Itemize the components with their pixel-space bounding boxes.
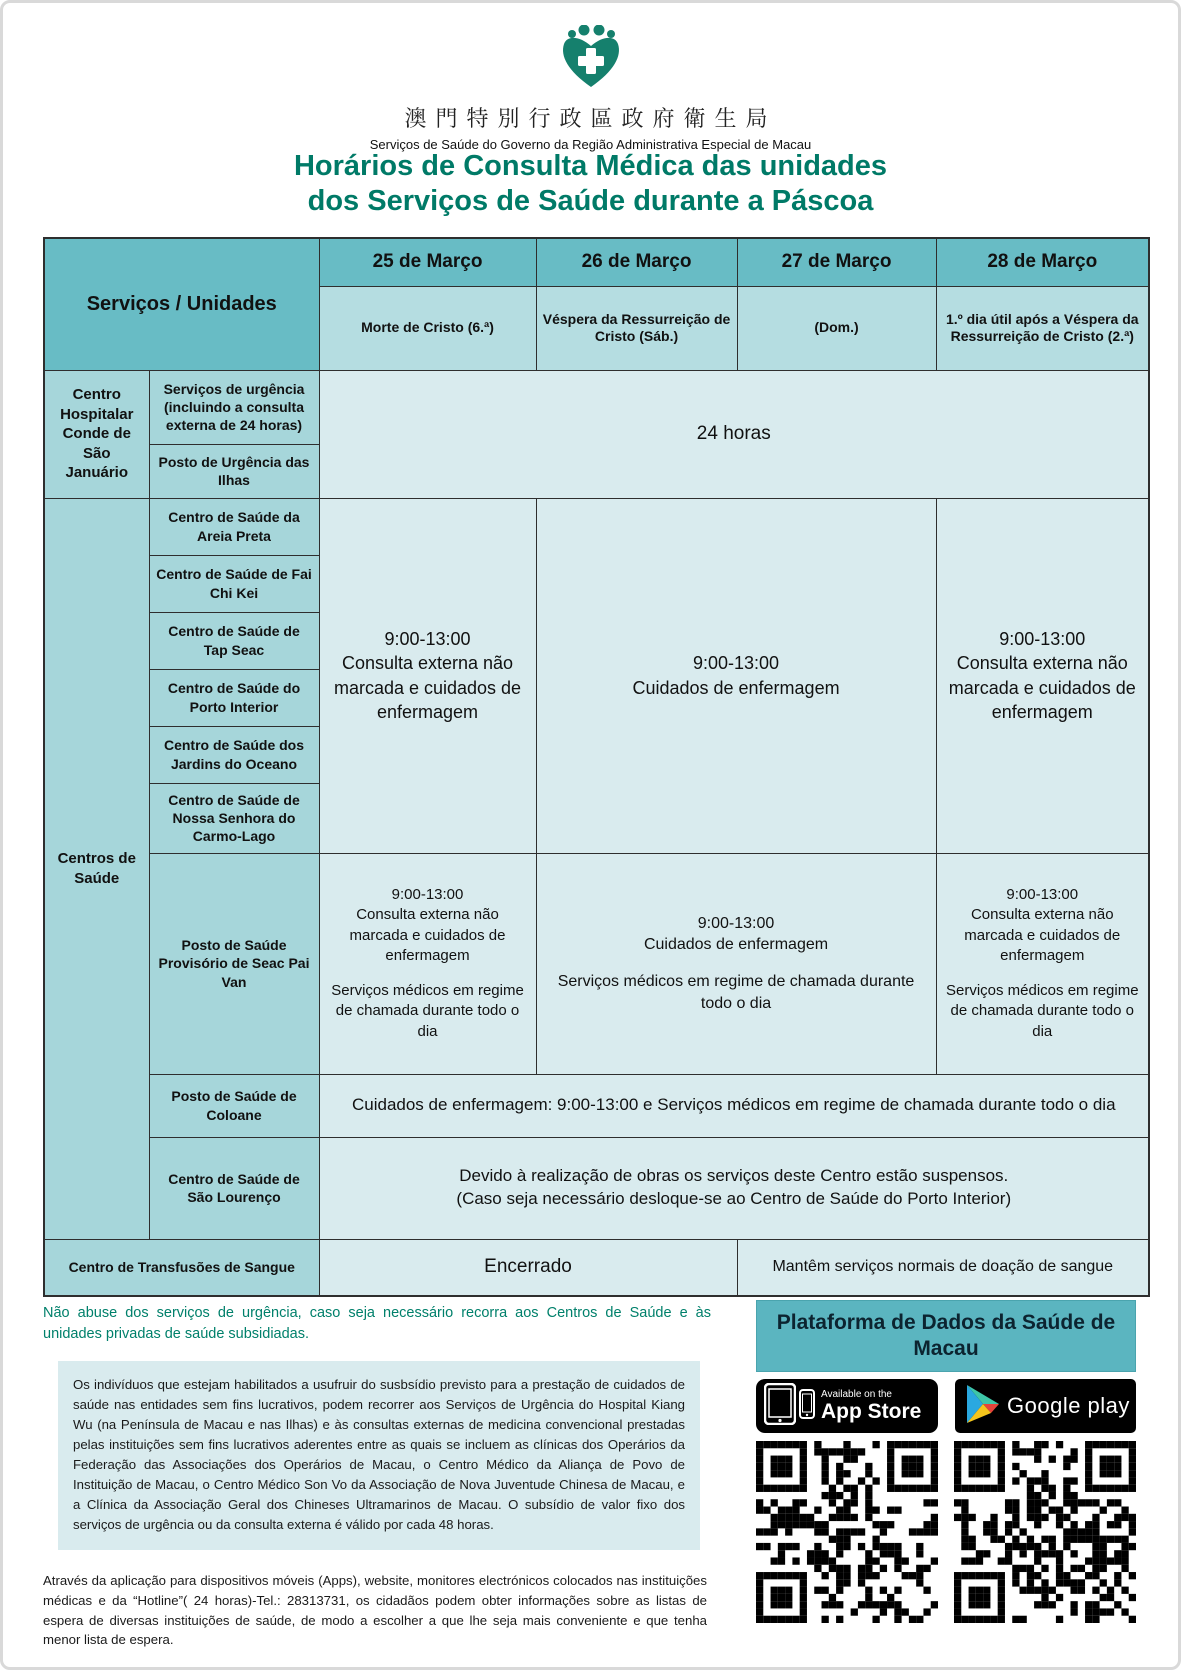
- google-play-qr-code: [954, 1441, 1136, 1623]
- subsidy-info-box: Os indivíduos que estejam habilitados a usufruir do susbsídio previsto para a prestação de cuidados de saúde nas entidades sem fins lucrativos, podem recorrer aos Serviços de Urgência do Hospital Kiang Wu (na Península de Macau e nas Ilhas) e às consultas externas de medicina convencional prestadas pelas instituições sem fins lucrativos aderentes entre as quais se incluem as clínicas dos Operários da Federação das Associações dos Operários de Macau, o Centro Médico da Aliança de Povo de Instituição de Macau, o Centro Médico Son Vo da Associação de Nova Juventude Chinesa de Macau, e a Clínica da Associação Geral dos Chineses Ultramarinos de Macau. O subsídio de valor fixo dos serviços de urgência ou da consulta externa é válido por cada 48 horas.: [58, 1361, 700, 1550]
- schedule-table: [43, 237, 1150, 1297]
- header-logo-block: [3, 25, 1178, 152]
- warning-note: Não abuse dos serviços de urgência, caso seja necessário recorra aos Centros de Saúde e às unidades privadas de saúde subsidiadas.: [43, 1305, 711, 1343]
- date-header-25: 25 de Março: [319, 238, 536, 286]
- google-play-badge: [955, 1379, 1136, 1433]
- phone-icon: [799, 1389, 815, 1424]
- row-label-blood-centre: Centro de Transfusões de Sangue: [44, 1239, 319, 1296]
- cell-blood-normal: Mantêm serviços normais de doação de sangue: [737, 1239, 1149, 1296]
- cell-time: 9:00-13:00: [1006, 886, 1079, 904]
- cell-block-col25: [319, 498, 536, 853]
- cell-text-line1: Devido à realização de obras os serviços deste Centro estão suspensos.: [459, 1166, 1009, 1186]
- page-title-line2: dos Serviços de Saúde durante a Páscoa: [307, 185, 874, 218]
- cell-text-line2: (Caso seja necessário desloque-se ao Centro de Saúde do Porto Interior): [456, 1189, 1012, 1208]
- cell-text: Cuidados de enfermagem: [643, 936, 829, 954]
- cell-extra-text: Serviços médicos em regime de chamada durante todo o dia: [557, 973, 915, 1012]
- date-subheader-26: Véspera da Ressurreição de Cristo (Sáb.): [536, 286, 737, 370]
- apps-hotline-note: Através da aplicação para dispositivos móveis (Apps), website, monitores electrónicos colocados nas instituições médicas e da “Hotline”( 24 horas)-Tel.: 28313731, os cidadãos podem obter informações sobre as listas de espera de diversas instituições de saúde, de modo a escolher a que lhe seja mais conveniente e que tenha menor lista de espera.: [43, 1573, 707, 1648]
- logo-portuguese-name: Serviços de Saúde do Governo da Região Administrativa Especial de Macau: [369, 137, 812, 152]
- cell-24-horas: 24 horas: [319, 370, 1149, 498]
- cell-seac-col25: [319, 853, 536, 1074]
- platform-title-box: [756, 1300, 1136, 1372]
- cell-text: Consulta externa não marcada e cuidados de enfermagem: [333, 653, 522, 722]
- cell-block-col28: [936, 498, 1149, 853]
- cell-blood-closed: Encerrado: [319, 1239, 737, 1296]
- health-bureau-logo-icon: [554, 78, 628, 95]
- logo-chinese-name: 澳門特別行政區政府衛生局: [404, 106, 777, 131]
- page-title: [3, 149, 1178, 220]
- table-row: [44, 853, 1149, 1074]
- cell-seac-col28: [936, 853, 1149, 1074]
- app-store-qr-code: [756, 1441, 938, 1623]
- cell-extra-text: Serviços médicos em regime de chamada durante todo o dia: [945, 982, 1139, 1040]
- cell-extra-text: Serviços médicos em regime de chamada durante todo o dia: [331, 982, 524, 1040]
- platform-title: Plataforma de Dados da Saúde de Macau: [776, 1310, 1116, 1360]
- date-header-26: 26 de Março: [536, 238, 737, 286]
- table-row: [44, 1137, 1149, 1239]
- row-label-centre-0: Centro de Saúde da Areia Preta: [149, 498, 319, 555]
- date-subheader-27: (Dom.): [737, 286, 936, 370]
- play-triangle-icon: [965, 1384, 1001, 1429]
- group-label-hospital: Centro Hospitalar Conde de São Januário: [44, 370, 149, 498]
- row-label-centre-5: Centro de Saúde de Nossa Senhora do Carmo-Lago: [149, 783, 319, 853]
- cell-text: Cuidados de enfermagem: [632, 677, 840, 698]
- table-row: [44, 498, 1149, 555]
- page-title-line1: Horários de Consulta Médica das unidades: [293, 150, 888, 182]
- google-play-badge-label: Google play: [1007, 1392, 1130, 1418]
- date-header-28: 28 de Março: [936, 238, 1149, 286]
- row-label-centre-4: Centro de Saúde dos Jardins do Oceano: [149, 726, 319, 783]
- row-label-seac-pai-van: Posto de Saúde Provisório de Seac Pai Van: [149, 853, 319, 1074]
- cell-block-col26-27: [536, 498, 936, 853]
- table-row: [44, 1074, 1149, 1137]
- row-label-sao-lourenco: Centro de Saúde de São Lourenço: [149, 1137, 319, 1239]
- app-store-badge-tagline: Available on the: [821, 1388, 892, 1400]
- table-row: [44, 370, 1149, 444]
- cell-coloane: Cuidados de enfermagem: 9:00-13:00 e Serviços médicos em regime de chamada durante todo o dia: [319, 1074, 1149, 1137]
- cell-text: Consulta externa não marcada e cuidados de enfermagem: [964, 906, 1121, 964]
- row-label-centre-1: Centro de Saúde de Fai Chi Kei: [149, 555, 319, 612]
- cell-text: Consulta externa não marcada e cuidados de enfermagem: [948, 653, 1136, 722]
- corner-header: Serviços / Unidades: [44, 238, 319, 370]
- app-store-badge-label: App Store: [821, 1399, 922, 1423]
- cell-time: 9:00-13:00: [697, 914, 775, 932]
- group-label-centros: Centros de Saúde: [44, 498, 149, 1239]
- row-label-centre-3: Centro de Saúde do Porto Interior: [149, 669, 319, 726]
- cell-time: 9:00-13:00: [384, 628, 471, 649]
- cell-seac-col26-27: [536, 853, 936, 1074]
- cell-time: 9:00-13:00: [999, 628, 1086, 649]
- date-subheader-25: Morte de Cristo (6.ª): [319, 286, 536, 370]
- row-label-posto-ilhas: Posto de Urgência das Ilhas: [149, 444, 319, 498]
- cell-time: 9:00-13:00: [692, 653, 780, 674]
- app-store-badge: [756, 1379, 938, 1433]
- tablet-icon: [764, 1383, 796, 1430]
- date-subheader-28: 1.º dia útil após a Véspera da Ressurreição de Cristo (2.ª): [936, 286, 1149, 370]
- table-row: [44, 238, 1149, 286]
- row-label-urgencia: Serviços de urgência (incluindo a consulta externa de 24 horas): [149, 370, 319, 444]
- cell-time: 9:00-13:00: [391, 886, 464, 904]
- date-header-27: 27 de Março: [737, 238, 936, 286]
- cell-sao-lourenco: [319, 1137, 1149, 1239]
- row-label-coloane: Posto de Saúde de Coloane: [149, 1074, 319, 1137]
- cell-text: Consulta externa não marcada e cuidados de enfermagem: [349, 906, 506, 964]
- table-row: [44, 1239, 1149, 1296]
- row-label-centre-2: Centro de Saúde de Tap Seac: [149, 612, 319, 669]
